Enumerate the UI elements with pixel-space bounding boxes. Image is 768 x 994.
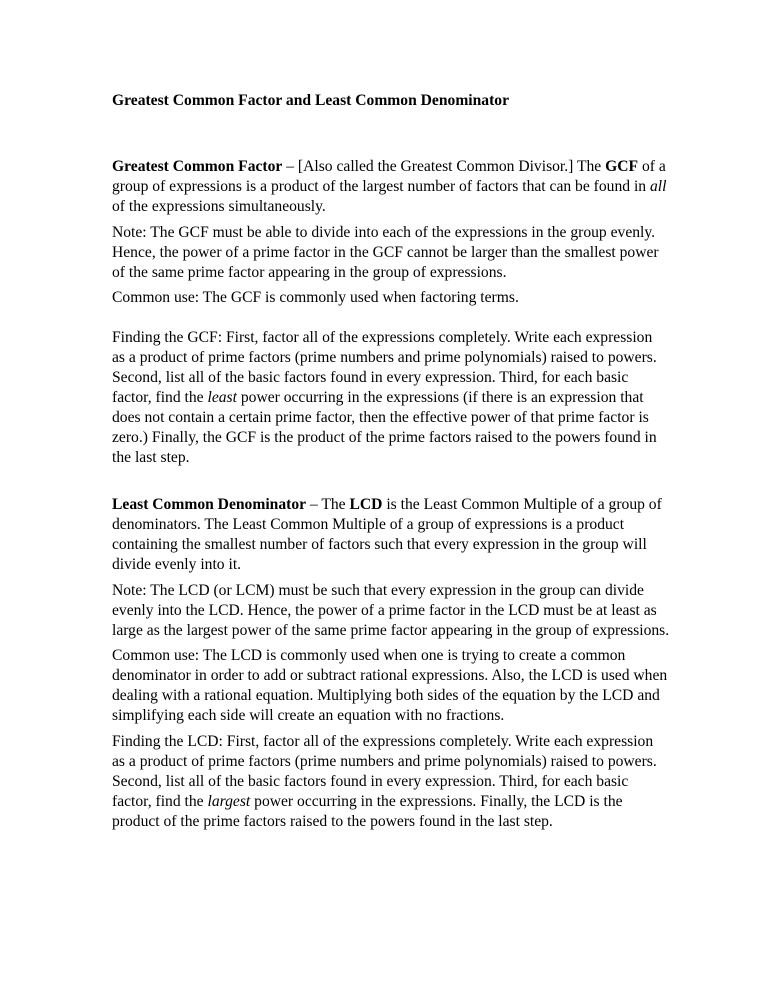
gcf-definition — [112, 157, 668, 217]
gcf-note-line: Hence, the power of a prime factor in the GCF cannot be larger than the smallest power — [112, 244, 659, 261]
gcf-finding — [112, 328, 668, 468]
gcf-def-emph: all — [649, 178, 667, 195]
lcd-note-line: Note: The LCD (or LCM) must be such that every expression in the group can divide — [112, 582, 644, 599]
gcf-def-text: of the expressions simultaneously. — [112, 198, 326, 215]
lcd-def-text: – The — [306, 496, 350, 513]
lcd-def-text: divide evenly into it. — [112, 556, 242, 573]
gcf-finding-line: the last step. — [112, 449, 190, 466]
lcd-finding — [112, 732, 668, 832]
gcf-def-text: group of expressions is a product of the largest number of factors that can be found in — [112, 178, 650, 195]
lcd-finding-line: Second, list all of the basic factors found in every expression. Third, for each basic — [112, 773, 629, 790]
gcf-finding-line: Second, list all of the basic factors found in every expression. Third, for each basic — [112, 369, 629, 386]
lcd-finding-line: power occurring in the expressions. Finally, the LCD is the — [250, 793, 623, 810]
lcd-finding-line: product of the prime factors raised to the powers found in the last step. — [112, 813, 553, 830]
gcf-def-text: of a — [638, 158, 666, 175]
lcd-common-use-line: dealing with a rational equation. Multiplying both sides of the equation by the LCD and — [112, 687, 660, 704]
lcd-definition — [112, 495, 668, 575]
lcd-def-text: denominators. The Least Common Multiple of a group of expressions is a product — [112, 516, 625, 533]
lcd-term: Least Common Denominator — [112, 496, 307, 513]
lcd-finding-emph: largest — [207, 793, 251, 810]
lcd-note-line: evenly into the LCD. Hence, the power of a prime factor in the LCD must be at least as — [112, 602, 657, 619]
lcd-finding-line: as a product of prime factors (prime numbers and prime polynomials) raised to powers. — [112, 753, 657, 770]
gcf-common-use — [112, 288, 668, 308]
gcf-common-use-line: Common use: The GCF is commonly used when factoring terms. — [112, 289, 519, 306]
document-title: Greatest Common Factor and Least Common Denominator — [112, 92, 510, 109]
lcd-common-use-line: denominator in order to add or subtract rational expressions. Also, the LCD is used when — [112, 667, 668, 684]
gcf-finding-emph: least — [207, 389, 237, 406]
lcd-common-use-line: Common use: The LCD is commonly used when one is trying to create a common — [112, 647, 626, 664]
gcf-finding-line: zero.) Finally, the GCF is the product of the prime factors raised to the powers found in — [112, 429, 657, 446]
lcd-note-line: large as the largest power of the same prime factor appearing in the group of expressions. — [112, 622, 670, 639]
gcf-finding-line: as a product of prime factors (prime numbers and prime polynomials) raised to powers. — [112, 349, 657, 366]
lcd-common-use-line: simplifying each side will create an equation with no fractions. — [112, 707, 505, 724]
lcd-finding-line: Finding the LCD: First, factor all of the expressions completely. Write each expression — [112, 733, 654, 750]
lcd-note — [112, 581, 668, 641]
gcf-finding-line: power occurring in the expressions (if there is an expression that — [236, 389, 644, 406]
lcd-finding-line: factor, find the — [112, 793, 208, 810]
lcd-def-text: is the Least Common Multiple of a group of — [382, 496, 662, 513]
gcf-note-line: of the same prime factor appearing in the group of expressions. — [112, 264, 507, 281]
gcf-note-line: Note: The GCF must be able to divide into each of the expressions in the group evenly. — [112, 224, 656, 241]
gcf-finding-line: factor, find the — [112, 389, 208, 406]
gcf-abbr: GCF — [605, 158, 639, 175]
lcd-def-text: containing the smallest number of factors such that every expression in the group will — [112, 536, 647, 553]
gcf-finding-line: does not contain a certain prime factor, then the effective power of that prime factor is — [112, 409, 649, 426]
lcd-abbr: LCD — [349, 496, 383, 513]
gcf-term: Greatest Common Factor — [112, 158, 283, 175]
gcf-note — [112, 223, 668, 283]
gcf-finding-line: Finding the GCF: First, factor all of the expressions completely. Write each expression — [112, 329, 653, 346]
gcf-def-text: – [Also called the Greatest Common Divisor.] The — [282, 158, 606, 175]
lcd-common-use — [112, 646, 668, 726]
